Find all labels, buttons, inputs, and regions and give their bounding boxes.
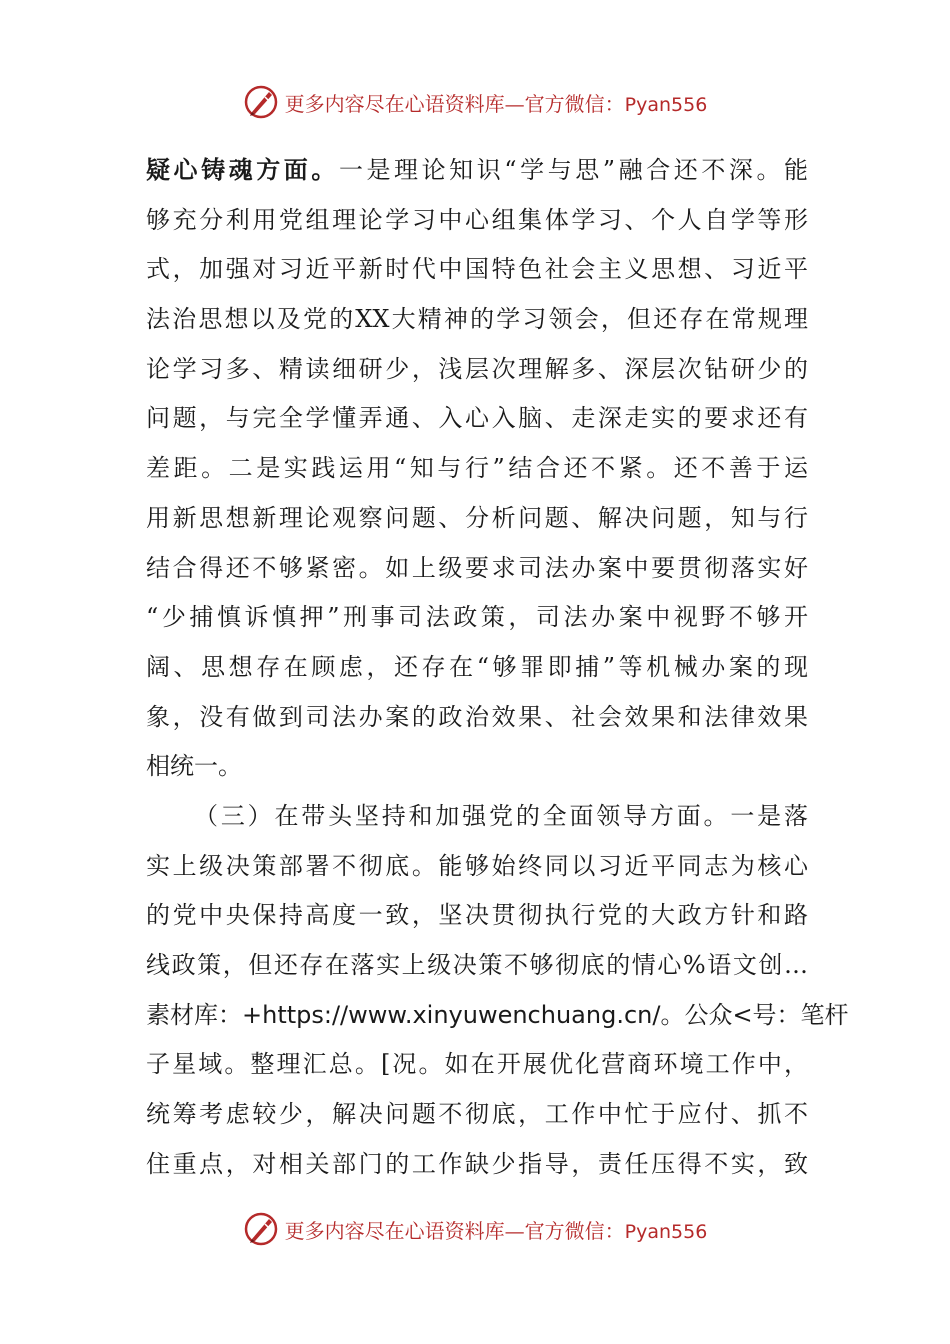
banner-slogan: 更多内容尽在心语资料库—官方微信：	[284, 91, 625, 116]
banner-text	[285, 1215, 708, 1244]
footer-banner	[0, 1207, 950, 1251]
text-line: 用新思想新理论观察问题、分析问题、解决问题，知与行	[146, 503, 808, 532]
text-line: 法治思想以及党的XX大精神的学习领会，但还存在常规理	[146, 305, 808, 334]
text-line: 论学习多、精读细研少，浅层次理解多、深层次钻研少的	[146, 354, 808, 383]
text-line: 式，加强对习近平新时代中国特色社会主义思想、习近平	[146, 255, 808, 284]
banner-handle: Pyan556	[624, 93, 708, 116]
text-line: 相统一。	[146, 752, 242, 781]
text-span: 。公众<号：笔杆	[660, 1000, 849, 1029]
text-line: 阔、思想存在顾虑，还存在“够罪即捕”等机械办案的现	[146, 652, 808, 681]
text-line: “少捕慎诉慎押”刑事司法政策，司法办案中视野不够开	[146, 603, 808, 632]
text-line: 子星域。整理汇总。[况。如在开展优化营商环境工作中，	[146, 1050, 808, 1079]
text-span: 素材库：	[146, 1000, 242, 1029]
text-line: 结合得还不够紧密。如上级要求司法办案中要贯彻落实好	[146, 553, 808, 582]
banner-text	[285, 88, 708, 117]
document-body	[146, 146, 849, 1189]
text-line: 问题，与完全学懂弄通、入心入脑、走深走实的要求还有	[146, 404, 808, 433]
banner-handle: Pyan556	[624, 1220, 708, 1243]
text-line: 实上级决策部署不彻底。能够始终同以习近平同志为核心	[146, 851, 808, 880]
text-line: （三）在带头坚持和加强党的全面领导方面。一是落	[194, 801, 808, 830]
quill-pen-logo-icon	[243, 84, 279, 120]
banner-slogan: 更多内容尽在心语资料库—官方微信：	[284, 1218, 625, 1243]
header-banner	[0, 80, 950, 124]
text-line: 线政策，但还存在落实上级决策不够彻底的情心%语文创…	[146, 951, 808, 979]
text-line	[146, 146, 808, 196]
website-link[interactable]: +https://www.xinyuwenchuang.cn/	[242, 1000, 661, 1029]
quill-pen-logo-icon	[243, 1211, 279, 1247]
text-line: 统筹考虑较少，解决问题不彻底，工作中忙于应付、抓不	[146, 1100, 808, 1129]
text-line: 住重点，对相关部门的工作缺少指导，责任压得不实，致	[146, 1149, 808, 1178]
text-line: 差距。二是实践运用“知与行”结合还不紧。还不善于运	[146, 454, 808, 483]
text-line: 够充分利用党组理论学习中心组集体学习、个人自学等形	[146, 205, 808, 234]
text-line: 的党中央保持高度一致，坚决贯彻执行党的大政方针和路	[146, 901, 808, 930]
section-lead: 疑心铸魂方面。	[146, 156, 339, 184]
text-span: 一是理论知识“学与思”融合还不深。能	[338, 156, 809, 184]
text-line	[146, 991, 849, 1041]
text-line: 象，没有做到司法办案的政治效果、社会效果和法律效果	[146, 702, 808, 731]
